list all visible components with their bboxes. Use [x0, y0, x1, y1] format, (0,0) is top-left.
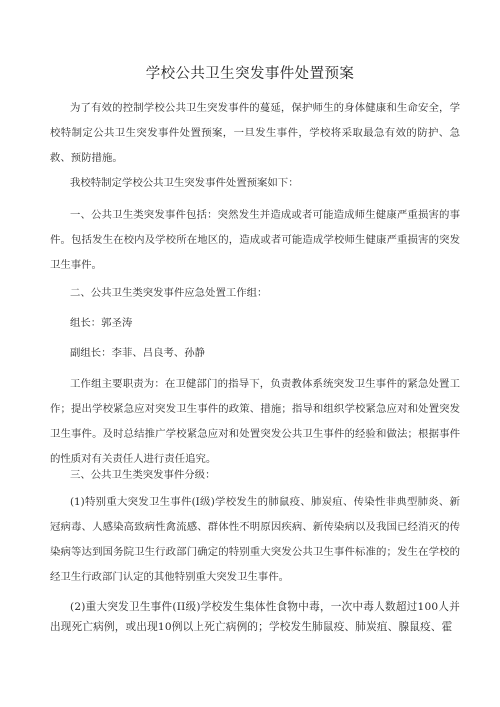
paragraph-section-1: 一、公共卫生类突发事件包括：突然发生并造成或者可能造成师生健康严重损害的事件。包括发生在校内及学校所在地区的，造成或者可能造成学校师生健康严重损害的突发卫生事件。 — [50, 209, 460, 271]
paragraph-level-1: (1)特别重大突发卫生事件(I级)学校发生的肺鼠疫、肺炭疽、传染性非典型肺炎、新冠病毒、人感染高致病性禽流感、群体性不明原因疾病、新传染病以及我国已经消灭的传染病等达到国务院卫生行政部门确定的特别重大突发公共卫生事件标准的；发生在学校的经卫生行政部门认定的其他特别重大突发卫生事件。 — [50, 496, 460, 583]
paragraph-section-2-heading: 二、公共卫生类突发事件应急处置工作组： — [70, 287, 268, 299]
paragraph-level-2: (2)重大突发卫生事件(II级)学校发生集体性食物中毒，一次中毒人数超过100人并出现死亡病例，或出现10例以上死亡病例的；学校发生肺鼠疫、肺炭疽、腺鼠疫、霍 — [50, 601, 460, 633]
document-title: 学校公共卫生突发事件处置预案 — [145, 66, 355, 82]
paragraph-leader: 组长：郭圣涛 — [70, 317, 133, 329]
paragraph-duties: 工作组主要职责为：在卫健部门的指导下，负责教体系统突发卫生事件的紧急处置工作；提出学校紧急应对突发卫生事件的政策、措施；指导和组织学校紧急应对和处置突发卫生事件。及时总结推广学校紧急应对和处置突发公共卫生事件的经验和做法；根据事件的性质对有关责任人进行责任追究。 — [50, 378, 460, 465]
paragraph-plan-lead: 我校特制定学校公共卫生突发事件处置预案如下： — [70, 177, 299, 189]
paragraph-section-3-heading: 三、公共卫生类突发事件分级： — [70, 469, 216, 481]
paragraph-deputy-leaders: 副组长：李菲、吕良考、孙静 — [70, 347, 206, 359]
paragraph-intro: 为了有效的控制学校公共卫生突发事件的蔓延，保护师生的身体健康和生命安全，学校特制定公共卫生突发事件处置预案，一旦发生事件，学校将采取最急有效的防护、急救、预防措施。 — [50, 102, 460, 164]
